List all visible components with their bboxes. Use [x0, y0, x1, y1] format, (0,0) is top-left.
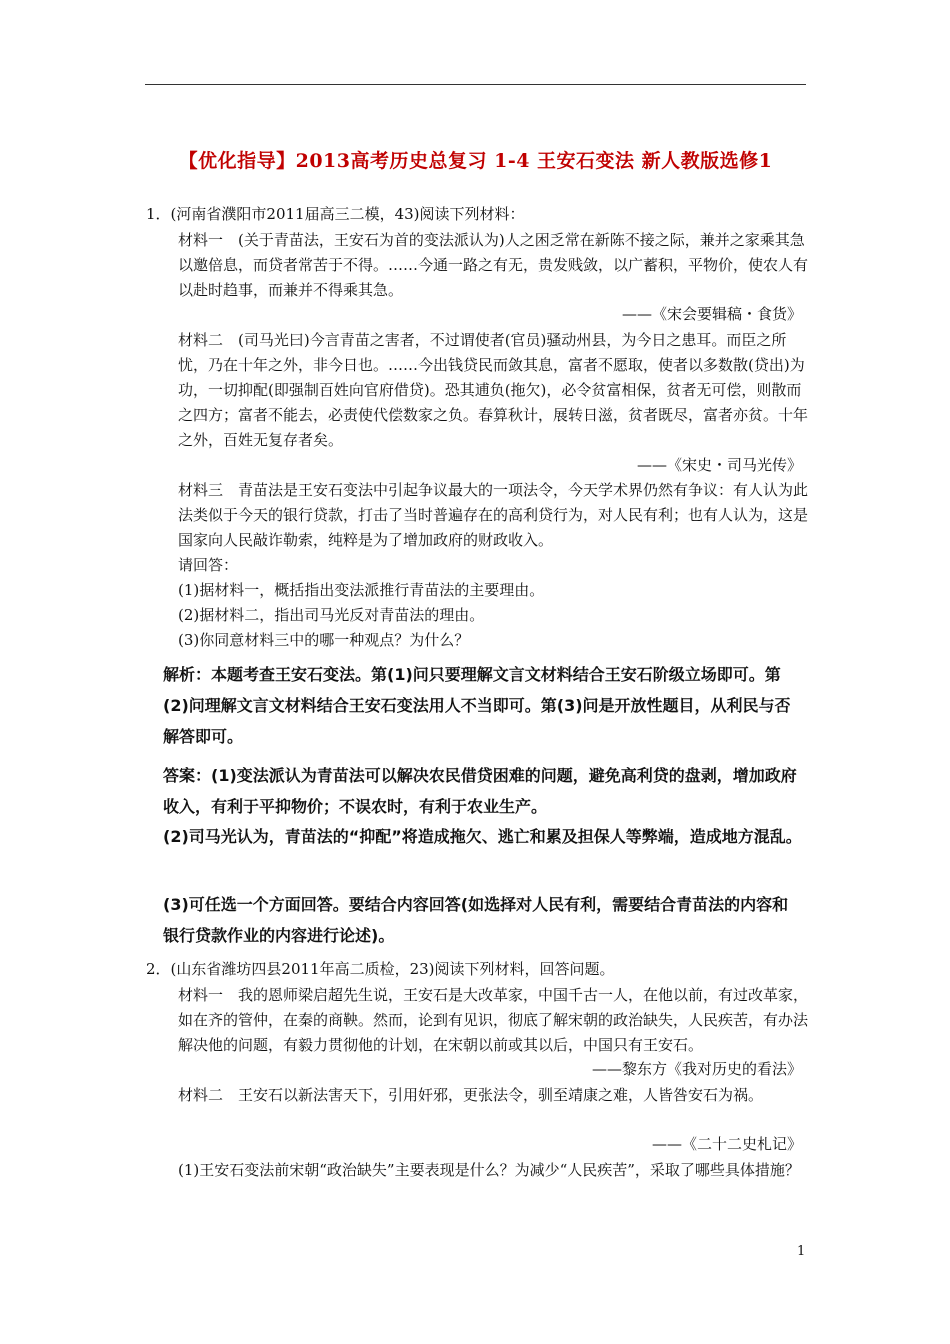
q1-sub-question-2: (2)据材料二，指出司马光反对青苗法的理由。	[178, 606, 485, 624]
question-2-heading: 2．(山东省潍坊四县2011年高二质检，23)阅读下列材料，回答问题。	[146, 960, 615, 978]
page-number: 1	[797, 1244, 806, 1259]
q1-answer-1: 答案：(1)变法派认为青苗法可以解决农民借贷困难的问题，避免高利贷的盘剥，增加政府收入，有利于平抑物价；不误农时，有利于农业生产。	[163, 766, 797, 816]
header-rule	[145, 84, 806, 85]
q1-material-1: 材料一 (关于青苗法，王安石为首的变法派认为)人之困乏常在新陈不接之际，兼并之家乘其急以邀倍息，而贷者常苦于不得。……今通一路之有无，贵发贱敛，以广蓄积，平物价，使农人有以赴时趋事，而兼并不得乘其急。	[178, 231, 809, 299]
q1-answer-2: (2)司马光认为，青苗法的“抑配”将造成拖欠、逃亡和累及担保人等弊端，造成地方混乱。	[163, 827, 802, 846]
q1-sub-question-1: (1)据材料一，概括指出变法派推行青苗法的主要理由。	[178, 581, 545, 599]
q1-material-2: 材料二 (司马光曰)今言青苗之害者，不过谓使者(官员)骚动州县，为今日之患耳。而臣之所忧，乃在十年之外，非今日也。……今出钱贷民而敛其息，富者不愿取，使者以多数散(贷出)为功，一切抑配(即强制百姓向官府借贷)。恐其逋负(拖欠)，必令贫富相保，贫者无可偿，则散而之四方；富者不能去，必责使代偿数家之负。春算秋计，展转日滋，贫者既尽，富者亦贫。十年之外，百姓无复存者矣。	[178, 331, 809, 449]
q2-material-2: 材料二 王安石以新法害天下，引用奸邪，更张法令，驯至靖康之难，人皆咎安石为祸。	[178, 1086, 764, 1104]
q1-material-3: 材料三 青苗法是王安石变法中引起争议最大的一项法令，今天学术界仍然有争议：有人认为此法类似于今天的银行贷款，打击了当时普遍存在的高利贷行为，对人民有利；也有人认为，这是国家向人民敲诈勒索，纯粹是为了增加政府的财政收入。	[178, 481, 809, 549]
q1-prompt: 请回答：	[178, 556, 239, 574]
q1-analysis: 解析：本题考查王安石变法。第(1)问只要理解文言文材料结合王安石阶级立场即可。第(2)问理解文言文材料结合王安石变法用人不当即可。第(3)问是开放性题目，从利民与否解答即可。	[163, 665, 791, 746]
q2-material-1: 材料一 我的恩师梁启超先生说，王安石是大改革家，中国千古一人，在他以前，有过改革家，如在齐的管仲，在秦的商鞅。然而，论到有见识，彻底了解宋朝的政治缺失，人民疾苦，有办法解决他的问题，有毅力贯彻他的计划，在宋朝以前或其以后，中国只有王安石。	[178, 986, 809, 1054]
q1-material-1-source: ——《宋会要辑稿・食货》	[621, 305, 802, 323]
question-1-heading: 1．(河南省濮阳市2011届高三二模，43)阅读下列材料：	[146, 205, 525, 223]
q1-material-2-source: ——《宋史・司马光传》	[636, 456, 802, 474]
q2-material-1-source: ——黎东方《我对历史的看法》	[591, 1060, 802, 1078]
q2-material-2-source: ——《二十二史札记》	[651, 1135, 802, 1153]
document-title: 【优化指导】2013高考历史总复习 1-4 王安石变法 新人教版选修1	[178, 150, 773, 172]
q1-answer-3: (3)可任选一个方面回答。要结合内容回答(如选择对人民有利，需要结合青苗法的内容和银行贷款作业的内容进行论述)。	[163, 895, 789, 945]
q1-sub-question-3: (3)你同意材料三中的哪一种观点？为什么？	[178, 631, 470, 649]
q2-sub-question-1: (1)王安石变法前宋朝“政治缺失”主要表现是什么？为减少“人民疾苦”，采取了哪些具体措施？	[178, 1161, 800, 1179]
